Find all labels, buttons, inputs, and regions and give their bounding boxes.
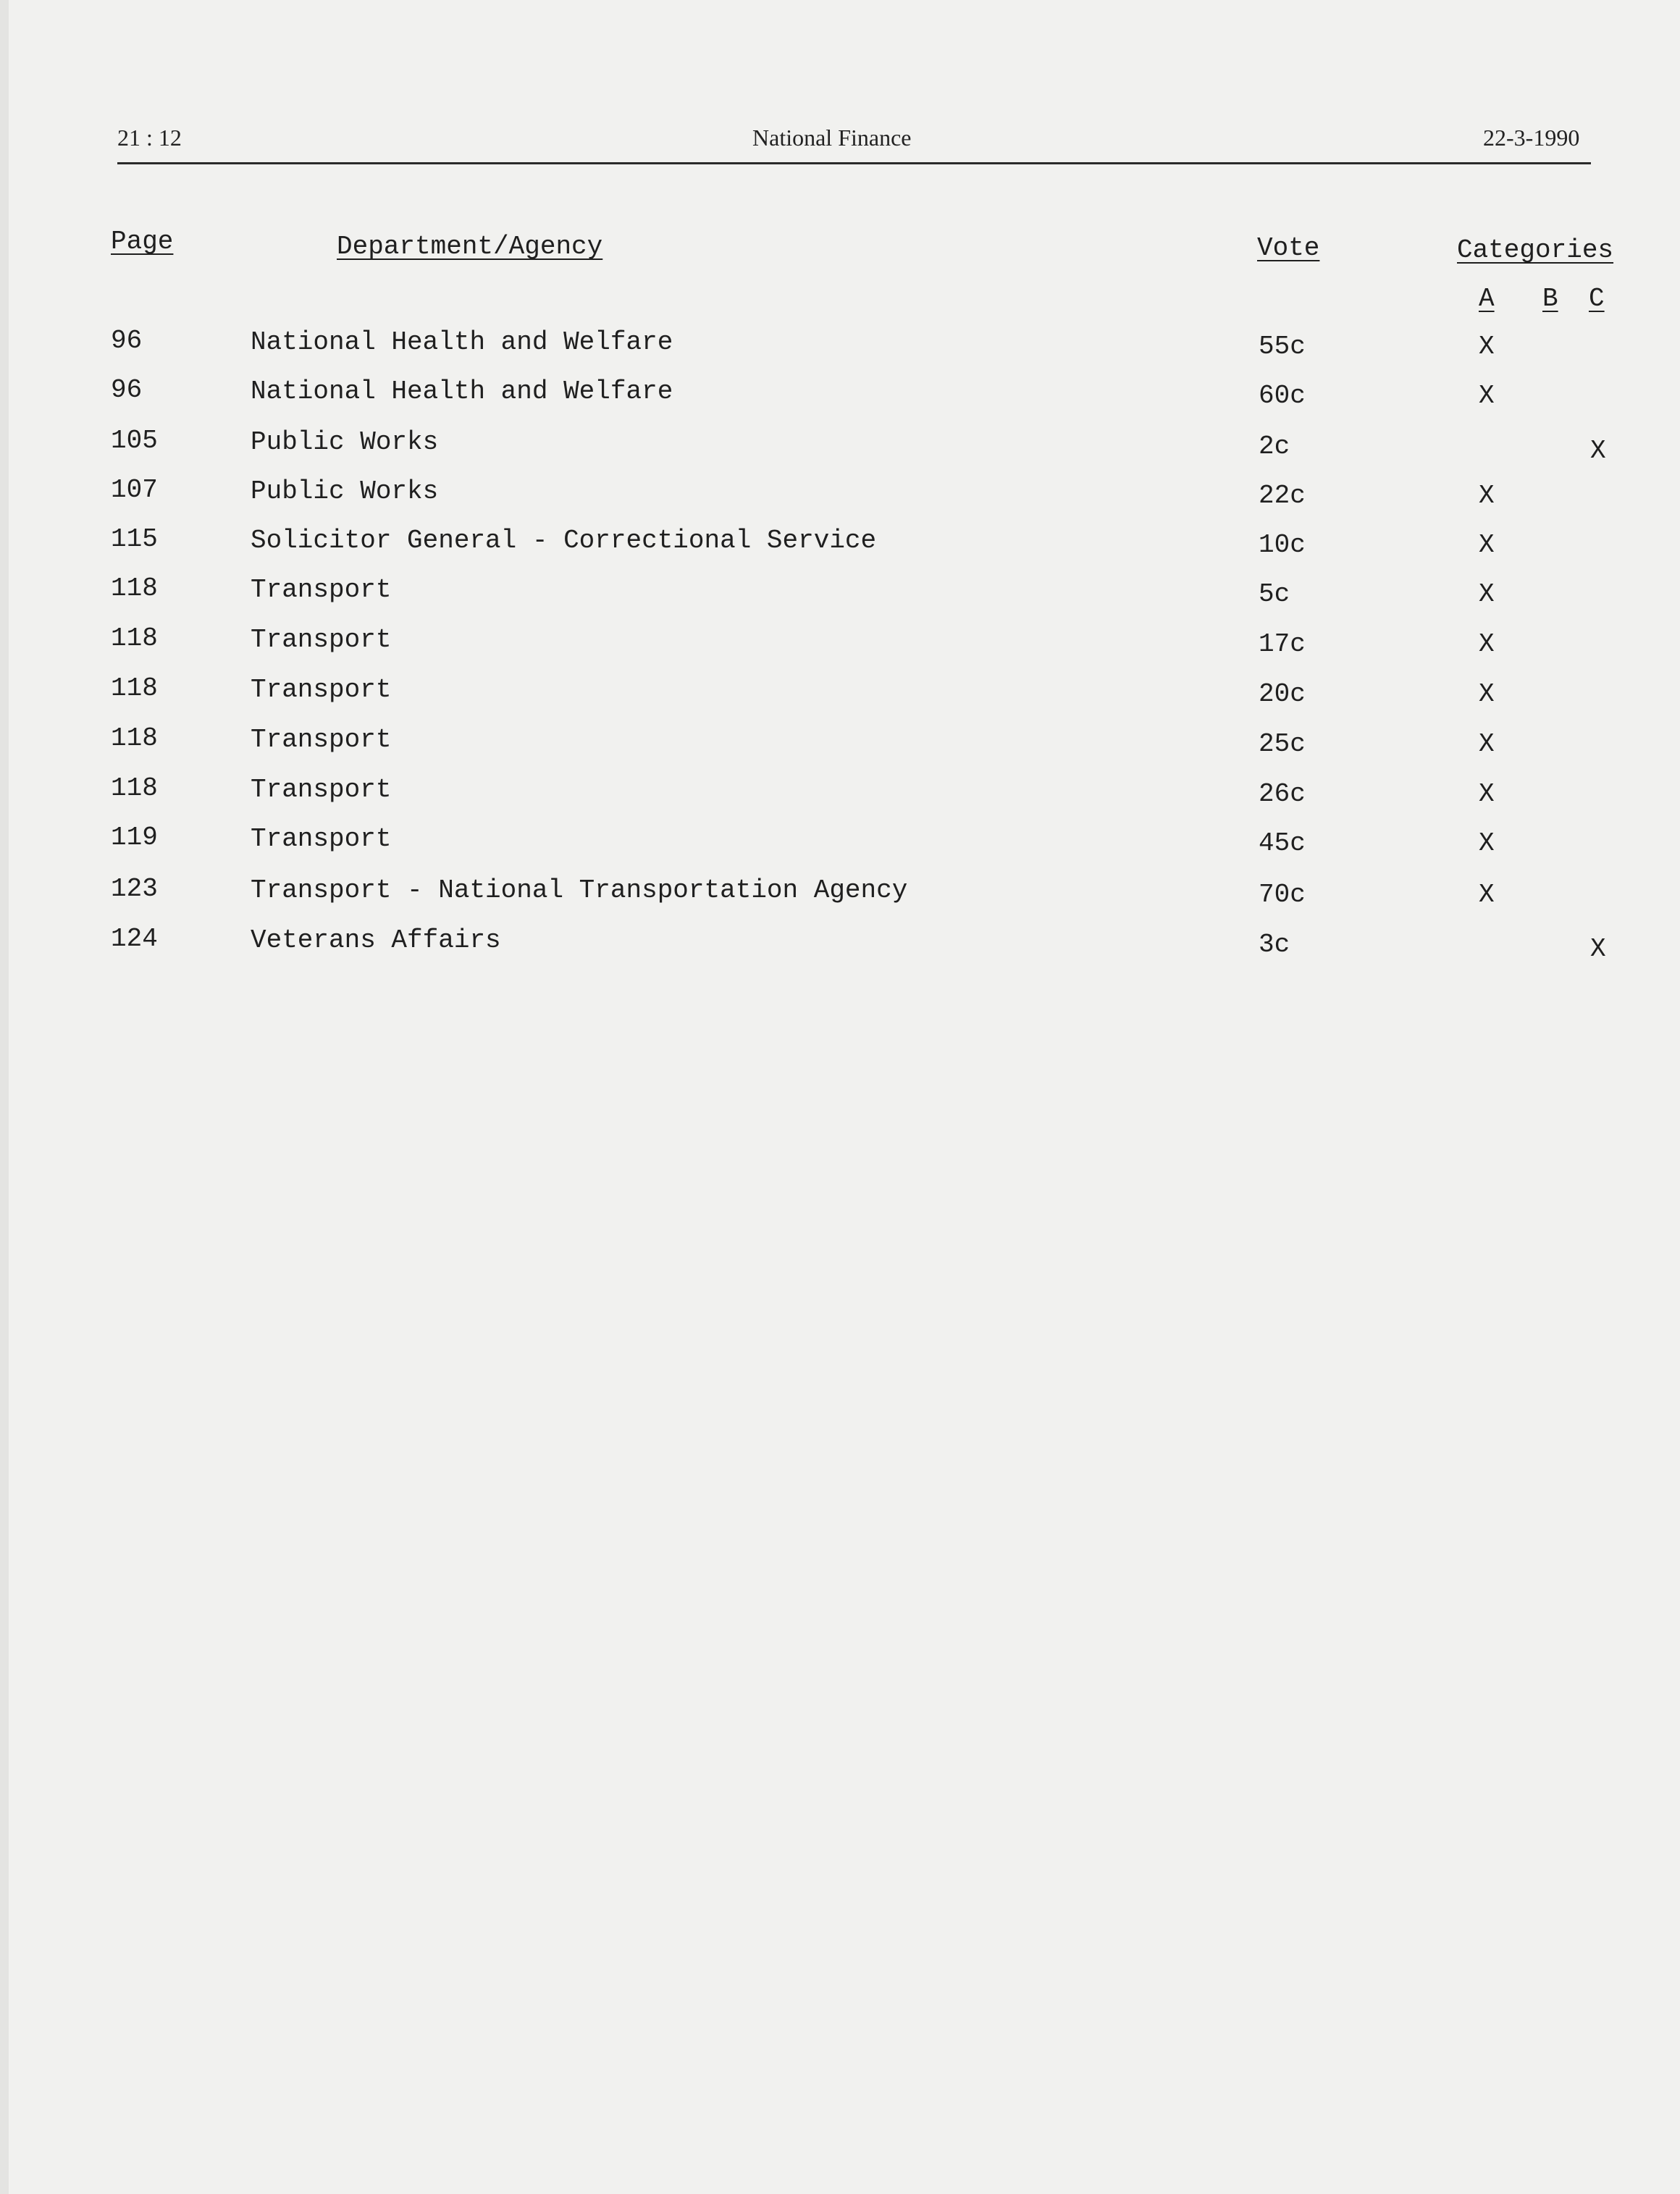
row-category-mark: X — [1479, 629, 1495, 659]
row-vote: 60c — [1259, 381, 1306, 411]
row-department: Transport — [251, 675, 392, 705]
row-vote: 22c — [1259, 481, 1306, 510]
row-department: National Health and Welfare — [251, 377, 673, 406]
column-header-department: Department/Agency — [337, 232, 603, 261]
row-page-number: 118 — [111, 573, 158, 603]
category-letter-a: A — [1479, 284, 1495, 314]
row-category-mark: X — [1479, 579, 1495, 609]
row-vote: 3c — [1259, 930, 1290, 959]
binding-edge — [0, 0, 9, 2194]
row-department: Public Works — [251, 476, 439, 506]
row-department: Veterans Affairs — [251, 925, 501, 955]
row-department: Transport — [251, 725, 392, 755]
category-letter-b: B — [1542, 284, 1558, 314]
row-department: Transport — [251, 575, 392, 605]
row-category-mark: X — [1479, 679, 1495, 709]
row-page-number: 105 — [111, 426, 158, 455]
row-category-mark: X — [1590, 934, 1606, 964]
row-vote: 45c — [1259, 828, 1306, 858]
row-page-number: 118 — [111, 623, 158, 653]
row-vote: 70c — [1259, 880, 1306, 909]
row-page-number: 124 — [111, 924, 158, 954]
row-page-number: 118 — [111, 673, 158, 703]
row-vote: 10c — [1259, 530, 1306, 560]
row-category-mark: X — [1479, 880, 1495, 909]
row-page-number: 118 — [111, 773, 158, 803]
row-category-mark: X — [1479, 381, 1495, 411]
row-department: Transport - National Transportation Agency — [251, 875, 908, 905]
row-category-mark: X — [1479, 828, 1495, 858]
row-vote: 2c — [1259, 432, 1290, 461]
row-vote: 25c — [1259, 729, 1306, 759]
row-vote: 20c — [1259, 679, 1306, 709]
row-page-number: 123 — [111, 874, 158, 904]
row-category-mark: X — [1479, 779, 1495, 809]
header-title: National Finance — [752, 125, 912, 151]
row-page-number: 119 — [111, 823, 158, 852]
row-category-mark: X — [1479, 729, 1495, 759]
header-page-ref: 21 : 12 — [117, 125, 182, 151]
row-department: Transport — [251, 824, 392, 854]
row-page-number: 115 — [111, 524, 158, 554]
header-date: 22-3-1990 — [1483, 125, 1580, 151]
row-category-mark: X — [1479, 481, 1495, 510]
row-page-number: 118 — [111, 723, 158, 753]
row-page-number: 96 — [111, 326, 143, 356]
row-vote: 26c — [1259, 779, 1306, 809]
row-vote: 5c — [1259, 579, 1290, 609]
row-category-mark: X — [1590, 436, 1606, 466]
row-department: Transport — [251, 625, 392, 655]
column-header-categories: Categories — [1457, 235, 1614, 265]
row-page-number: 96 — [111, 375, 143, 405]
category-letter-c: C — [1589, 284, 1605, 314]
row-vote: 55c — [1259, 332, 1306, 361]
row-category-mark: X — [1479, 530, 1495, 560]
column-header-vote: Vote — [1257, 233, 1320, 263]
row-vote: 17c — [1259, 629, 1306, 659]
row-department: Solicitor General - Correctional Service — [251, 526, 877, 555]
row-page-number: 107 — [111, 475, 158, 505]
column-header-page: Page — [111, 227, 174, 256]
header-rule — [117, 162, 1591, 164]
row-category-mark: X — [1479, 332, 1495, 361]
row-department: National Health and Welfare — [251, 327, 673, 357]
row-department: Transport — [251, 775, 392, 804]
row-department: Public Works — [251, 427, 439, 457]
